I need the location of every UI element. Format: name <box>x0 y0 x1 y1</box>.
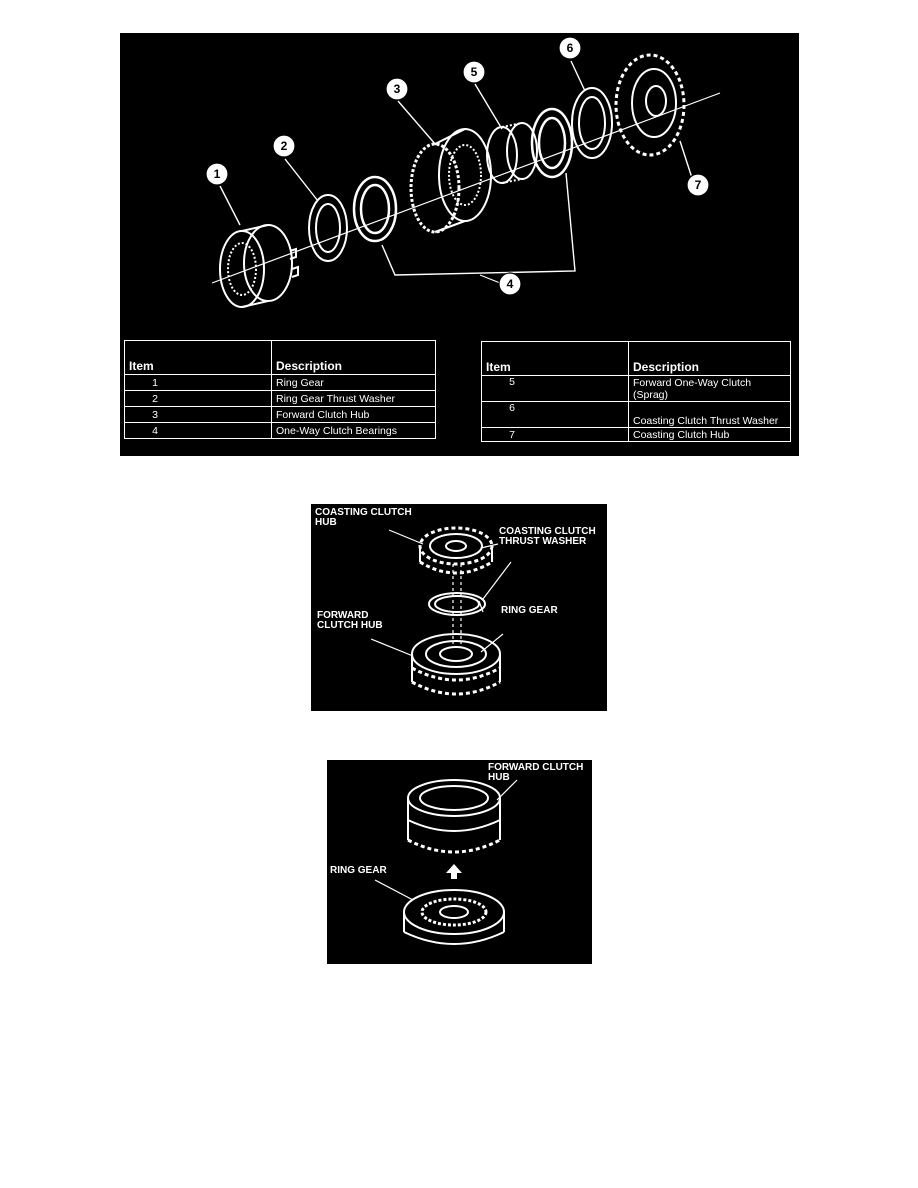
ring-gear-install-drawing <box>327 760 592 964</box>
one-way-clutch-bearing-right <box>532 109 572 177</box>
callout-4: 4 <box>506 277 514 291</box>
item-number: 6 <box>482 402 629 428</box>
assembly-stack-figure <box>311 504 607 711</box>
item-description: One-Way Clutch Bearings <box>272 423 436 439</box>
coasting-clutch-thrust-washer-part <box>572 88 612 158</box>
label-forward-clutch-hub: FORWARD CLUTCH HUB <box>488 762 584 783</box>
ring-gear-thrust-washer-part <box>309 195 347 261</box>
item-number: 7 <box>482 428 629 442</box>
item-number: 2 <box>125 391 272 407</box>
column-header-description: Description <box>629 342 791 376</box>
callout-6: 6 <box>566 41 574 55</box>
table-row <box>482 376 791 402</box>
coasting-clutch-hub-part <box>420 528 492 573</box>
exploded-view-drawing <box>120 33 799 340</box>
exploded-view-figure <box>120 33 799 456</box>
item-description: Coasting Clutch Hub <box>629 428 791 442</box>
column-header-item: Item <box>125 341 272 375</box>
label-coasting-clutch-hub: COASTING CLUTCH HUB <box>315 507 412 528</box>
one-way-clutch-bearing-left <box>354 177 396 241</box>
ring-gear-part <box>404 890 504 944</box>
forward-clutch-hub-part <box>412 634 500 694</box>
table-row <box>482 428 791 442</box>
label-ring-gear: RING GEAR <box>501 605 558 616</box>
item-number: 1 <box>125 375 272 391</box>
table-row <box>482 402 791 428</box>
table-row <box>125 423 436 439</box>
item-number: 3 <box>125 407 272 423</box>
item-description: Ring Gear <box>272 375 436 391</box>
callout-5: 5 <box>470 65 478 79</box>
item-table-right <box>481 341 791 442</box>
table-row <box>125 391 436 407</box>
forward-clutch-hub-part <box>411 129 491 232</box>
table-row <box>125 407 436 423</box>
label-forward-clutch-hub: FORWARD CLUTCH HUB <box>317 610 383 631</box>
table-row <box>125 375 436 391</box>
item-number: 4 <box>125 423 272 439</box>
sprag-part <box>487 123 537 183</box>
item-table-left <box>124 340 436 439</box>
label-coasting-clutch-thrust-washer: COASTING CLUTCH THRUST WASHER <box>499 526 596 547</box>
label-ring-gear: RING GEAR <box>330 865 387 876</box>
coasting-clutch-hub-part <box>616 55 684 155</box>
forward-clutch-hub-part <box>408 780 500 852</box>
column-header-description: Description <box>272 341 436 375</box>
arrow-up-icon <box>446 864 462 879</box>
item-description: Ring Gear Thrust Washer <box>272 391 436 407</box>
coasting-clutch-thrust-washer-part <box>429 593 485 615</box>
callout-7: 7 <box>694 178 702 192</box>
column-header-item: Item <box>482 342 629 376</box>
ring-gear-install-figure <box>327 760 592 964</box>
callout-3: 3 <box>393 82 401 96</box>
callout-1: 1 <box>213 167 221 181</box>
item-description: Forward One-Way Clutch (Sprag) <box>629 376 791 402</box>
item-number: 5 <box>482 376 629 402</box>
item-description: Coasting Clutch Thrust Washer <box>629 402 791 428</box>
item-description: Forward Clutch Hub <box>272 407 436 423</box>
callout-2: 2 <box>280 139 288 153</box>
